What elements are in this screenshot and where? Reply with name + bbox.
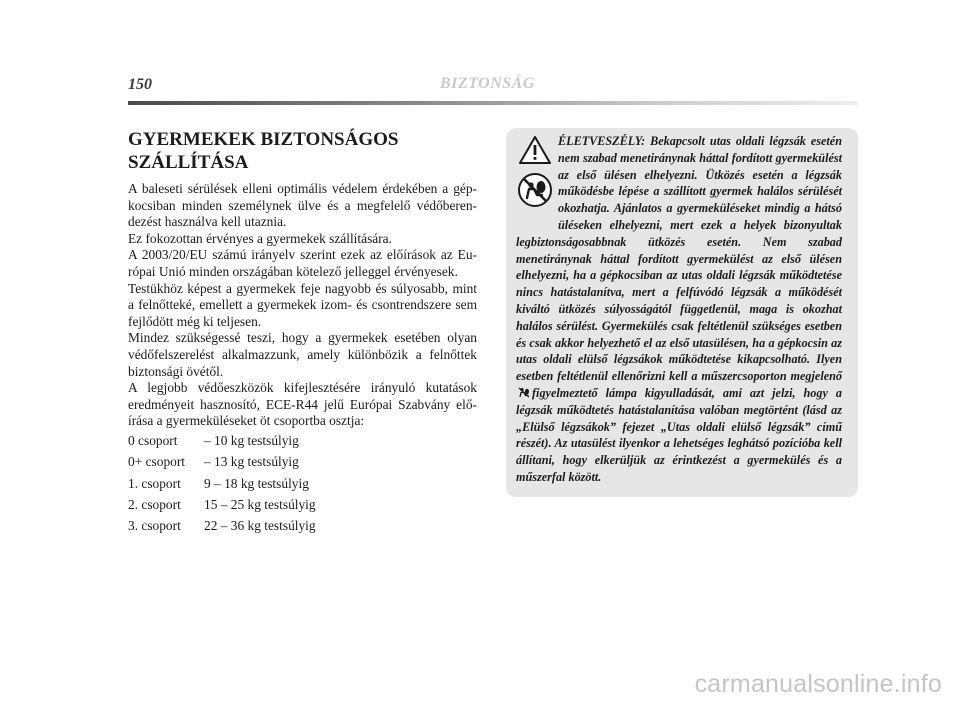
header-divider [128,101,858,105]
paragraph: A baleseti sérülések elleni optimális védelem érdekében a gépkocsiban minden személynek ülve és a megfelelő védőberendezést használva kell utaznia. [128,181,477,230]
weight-group-list [128,430,477,536]
paragraph: Ez fokozottan érvényes a gyermekek szállítására. [128,230,392,246]
group-name: 2. csoport [128,496,181,512]
group-name: 0 csoport [128,433,178,448]
group-name: 0+ csoport [128,454,186,470]
group-name: 1. csoport [128,475,181,491]
group-range: 15 – 25 kg testsúlyig [204,496,316,512]
group-range: 22 – 36 kg testsúlyig [204,518,316,534]
list-item [128,473,477,494]
list-item [128,515,477,536]
paragraph: A legjobb védőeszközök kifejlesztésére irányuló kutatások eredményeit hasznosító, ECE-R44 jelű Európai Szabvány előírása a gyermeküléseket öt csoportba osztja: [128,380,477,429]
warning-text [516,133,842,486]
warning-text-part: ÉLETVESZÉLY: Bekapcsolt utas oldali légzsák esetén nem szabad menetiránynak háttal fordított gyermekülést az első ülésen elhelyezni. Ütközés esetén a légzsák működésbe lépése a szállított gyermek halálos sérülését okozhatja. Ajánlatos a gyermeküléseket mindig a hátsó üléseken elhelyezni, mert ezek a helyek bizonyultak legbiztonságosabbnak ütközés esetén. Nem szabad menetiránynak háttal fordított gyermekülést az első ülésen elhelyezni, ha a gépkocsiban az utas oldali légzsák működtetése nincs hatástalanítva, mert a felfúvódó légzsák a működését kiváltó ütközés súlyosságától függetlenül, maga is okozhat halálos sérülést. Gyermekülés csak feltétlenül szükséges esetben és csak akkor helyezhető el az első utasülésen, ha a gépkocsin az utas oldali elülső légzsákok működtetése kikapcsolható. Ilyen esetben feltétlenül ellenőrizni kell a műszercsoporton megjelenő [516,134,842,384]
page-heading: GYERMEKEK BIZTONSÁGOS SZÁLLÍTÁSA [128,129,399,173]
paragraph: Testükhöz képest a gyermekek feje nagyobb és súlyosabb, mint a felnőtteké, emellett a gyermekek izom- és csontrendszere sem fejlődött még ki teljesen. [128,280,477,329]
group-range: 9 – 18 kg testsúlyig [204,475,309,491]
list-item [128,430,477,451]
list-item [128,494,477,515]
paragraph: Mindez szükségessé teszi, hogy a gyermekek esetében olyan védőfelszerelést alkalmazzunk, amely különbözik a felnőttek biztonsági övétől. [128,330,477,379]
group-range: – 13 kg testsúlyig [204,454,299,470]
section-title: BIZTONSÁG [440,75,535,92]
warning-text-part: figyelmeztető lámpa kigyulladását, ami azt jelzi, hogy a légzsák működtetés hatástalanítása valóban megtörtént (lásd az „Elülső légzsákok” fejezet „Utas oldali elülső légzsák” című részét). Az utasülést ilyenkor a lehetséges leghátsó pozícióba kell állítani, hogy elkerüljük az érintkezést a gyermekülés és a műszerfal között. [516,385,842,484]
list-item [128,451,477,472]
body-text [128,181,477,430]
page-number: 150 [128,76,152,93]
paragraph: A 2003/20/EU számú irányelv szerint ezek az előírások az Európai Unió minden országában kötelező jelleggel érvényesek. [128,247,477,279]
group-name: 3. csoport [128,518,181,534]
group-range: – 10 kg testsúlyig [204,433,299,448]
airbag-off-lamp-icon [518,387,530,398]
watermark: carmanualsonline.info [694,670,942,698]
